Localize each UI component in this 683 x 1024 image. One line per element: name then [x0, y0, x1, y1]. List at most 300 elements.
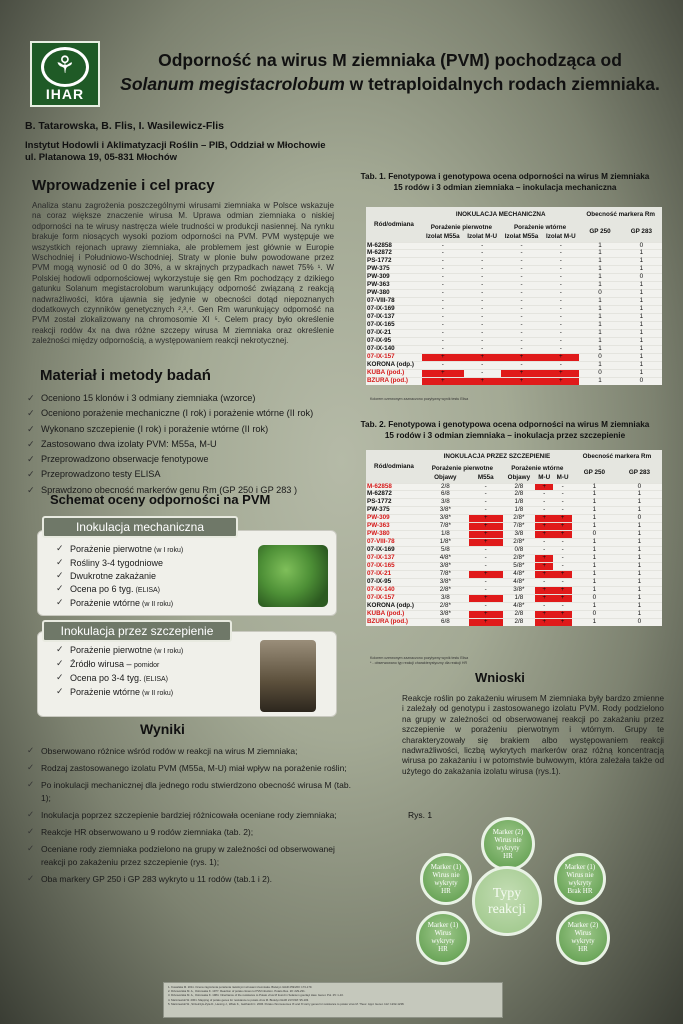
table-cell: + [501, 377, 543, 384]
row-label: BZURA (pod.) [366, 377, 422, 384]
col-header: M-U [535, 473, 553, 483]
reaction-node-top [481, 817, 535, 871]
list-item: ✓ Porażenie wtórne (w II roku) [56, 597, 183, 611]
table-cell: 0 [617, 618, 662, 625]
table-cell: 1/8 [503, 594, 535, 602]
node-line: HR [438, 945, 448, 953]
node-line: wykryty [568, 879, 592, 887]
table-cell: 1 [579, 242, 620, 250]
row-label: 07-IX-165 [366, 563, 422, 571]
table-cell: 1 [572, 586, 617, 594]
wheat-icon: ⚘ [54, 51, 76, 79]
table-cell: 3/8 [422, 499, 469, 507]
table-cell: + [469, 618, 503, 625]
reaction-node-bottom-left [416, 911, 470, 965]
table-cell: 1 [621, 329, 662, 337]
table-cell: - [464, 274, 501, 282]
table-cell: - [542, 306, 579, 314]
table-cell: - [542, 282, 579, 290]
species-name: Solanum megistacrolobum [120, 74, 345, 94]
table-cell: 1 [617, 570, 662, 578]
table-cell: 1 [572, 563, 617, 571]
table-cell: 1 [579, 337, 620, 345]
materials-list [27, 391, 347, 498]
table-cell: - [422, 337, 464, 345]
table-cell: + [535, 531, 553, 539]
table-cell: 1 [617, 610, 662, 618]
table-row [366, 377, 662, 384]
table-cell: 1 [579, 250, 620, 258]
table-cell: + [542, 377, 579, 384]
table-cell: - [501, 306, 543, 314]
row-label: PW-380 [366, 290, 422, 298]
table-row [366, 345, 662, 353]
table-cell: 2/8 [503, 483, 535, 491]
table-cell: 1 [621, 369, 662, 377]
table-cell: - [501, 337, 543, 345]
intro-heading: Wprowadzenie i cel pracy [32, 177, 215, 194]
row-label: 07-IX-140 [366, 345, 422, 353]
table-cell: 1 [617, 594, 662, 602]
table-cell: - [553, 491, 571, 499]
table-row [366, 250, 662, 258]
row-label: KUBA (pod.) [366, 610, 422, 618]
results-list [27, 745, 357, 890]
table-cell: - [464, 314, 501, 322]
table-cell: + [535, 483, 553, 491]
row-label: PW-363 [366, 523, 422, 531]
caption-line: Tab. 1. Fenotypowa i genotypowa ocena odporności na wirus M ziemniaka [360, 172, 650, 181]
table-cell: - [553, 547, 571, 555]
table-cell: 1 [572, 618, 617, 625]
table-cell: - [422, 361, 464, 369]
table-cell: + [535, 523, 553, 531]
table-cell: 0 [579, 290, 620, 298]
results-heading: Wyniki [140, 721, 185, 737]
table-cell: - [535, 507, 553, 515]
node-line: Marker (2) [492, 828, 524, 836]
graft-inoculation-label: Inokulacja przez szczepienie [42, 620, 232, 642]
table-cell: 2/8* [422, 602, 469, 610]
list-item: ✓ Po inokulacji mechanicznej dla jednego rodu stwierdzono obecność wirusa M (tab. 1); [27, 779, 357, 804]
table2-footnote: Kolorem czerwonym zaznaczono pozytywny wynik testu Elisa [370, 656, 469, 660]
table-cell: + [422, 377, 464, 384]
table-cell: 1 [579, 361, 620, 369]
col-header: M-U [553, 473, 571, 483]
table-cell: 3/8* [422, 578, 469, 586]
table-cell: - [464, 306, 501, 314]
table-cell: 0 [579, 353, 620, 361]
list-item-note: (w II roku) [140, 690, 174, 697]
reaction-node-right [554, 853, 606, 905]
table-cell: - [542, 322, 579, 330]
list-item: ✓ Rośliny 3-4 tygodniowe [56, 557, 183, 570]
table-cell: 1 [621, 322, 662, 330]
table-cell: 1/8 [503, 499, 535, 507]
table-cell: + [535, 618, 553, 625]
table-cell: 1 [617, 563, 662, 571]
table2-footnote-hr: * - obserwowano typ reakcji charakterystyczny dla reakcji HR [370, 661, 468, 665]
list-item: ✓ Źródło wirusa – pomidor [56, 658, 183, 672]
col-header: Obecność markera Rm [572, 450, 662, 463]
table-cell: - [501, 345, 543, 353]
table-cell: 1 [579, 329, 620, 337]
table-cell: - [501, 250, 543, 258]
table-cell: 0 [621, 274, 662, 282]
logo-text: IHAR [45, 86, 85, 102]
table-cell: 6/8 [422, 618, 469, 625]
table-cell: + [422, 369, 464, 377]
table-cell: - [553, 578, 571, 586]
col-header: Izolat M-U [464, 232, 501, 242]
table-cell: - [469, 555, 503, 563]
table-cell: 1 [621, 337, 662, 345]
node-line: Wirus nie [432, 871, 460, 879]
table-cell: 1 [572, 523, 617, 531]
table-cell: - [469, 547, 503, 555]
reaction-node-left [420, 853, 472, 905]
scheme-heading: Schemat oceny odporności na PVM [50, 492, 271, 507]
table-cell: - [464, 242, 501, 250]
table-cell: - [553, 563, 571, 571]
table-cell: - [535, 547, 553, 555]
institution-address: ul. Platanowa 19, 05-831 Młochów [25, 152, 178, 163]
row-label: 07-IX-140 [366, 586, 422, 594]
node-line: wykryty [431, 937, 455, 945]
col-header: INOKULACJA PRZEZ SZCZEPIENIE [422, 450, 572, 463]
table-cell: 1 [579, 377, 620, 384]
caption-line: 15 rodów i 3 odmian ziemniaka – inokulacja przez szczepienie [384, 431, 626, 440]
table-row [366, 314, 662, 322]
table-cell: - [553, 555, 571, 563]
node-line: HR [441, 887, 451, 895]
table-cell: - [464, 250, 501, 258]
conclusions-heading: Wnioski [475, 670, 525, 685]
list-item-note: (ELISA) [141, 676, 168, 683]
table-cell: 4/8* [422, 555, 469, 563]
table-cell: - [422, 322, 464, 330]
table-cell: + [535, 563, 553, 571]
table-cell: 1 [579, 298, 620, 306]
list-item-note: (w II roku) [140, 601, 174, 608]
col-header: Porażenie wtórne [501, 222, 580, 232]
list-item: ✓ Porażenie pierwotne (w I roku) [56, 644, 183, 658]
table-cell: 3/8* [422, 515, 469, 523]
table-cell: + [535, 610, 553, 618]
table-cell: 1 [617, 578, 662, 586]
table-cell: + [553, 586, 571, 594]
table-cell: - [422, 250, 464, 258]
table-cell: - [535, 578, 553, 586]
table-cell: + [542, 369, 579, 377]
table-cell: 1 [621, 345, 662, 353]
table-cell: 1/8 [422, 531, 469, 539]
table-cell: + [464, 377, 501, 384]
row-label: 07-IX-95 [366, 337, 422, 345]
row-label: PW-363 [366, 282, 422, 290]
table-cell: 0/8 [503, 547, 535, 555]
table-cell: 2/8* [503, 555, 535, 563]
row-label: PW-380 [366, 531, 422, 539]
table-cell: - [542, 329, 579, 337]
table-cell: 1 [617, 491, 662, 499]
node-line: Wirus nie [494, 836, 522, 844]
table2-body [366, 483, 662, 626]
table-cell: - [464, 298, 501, 306]
table-cell: - [501, 314, 543, 322]
table-cell: - [553, 602, 571, 610]
reaction-node-bottom-right [556, 911, 610, 965]
table-row [366, 242, 662, 250]
table-cell: 1 [579, 266, 620, 274]
node-line: Marker (1) [427, 921, 459, 929]
table-cell: 7/8* [503, 523, 535, 531]
table-cell: 3/8* [422, 507, 469, 515]
col-header: Obecność markera Rm [579, 207, 662, 222]
table-cell: 1 [621, 266, 662, 274]
table-cell: + [535, 570, 553, 578]
row-label: KUBA (pod.) [366, 369, 422, 377]
table-cell: + [469, 523, 503, 531]
row-label: M-62872 [366, 491, 422, 499]
caption-line: 15 rodów i 3 odmian ziemniaka – inokulacja mechaniczna [393, 183, 617, 192]
list-item: ✓ Przeprowadzono testy ELISA [27, 467, 347, 482]
table-row [366, 369, 662, 377]
table-cell: - [469, 483, 503, 491]
table-cell: + [553, 523, 571, 531]
table-cell: 1 [579, 258, 620, 266]
table-cell: + [422, 353, 464, 361]
table-row [366, 329, 662, 337]
table-cell: - [464, 361, 501, 369]
table-cell: - [464, 322, 501, 330]
materials-heading: Materiał i metody badań [40, 367, 211, 384]
table-cell: 1 [572, 547, 617, 555]
list-item: ✓ Oceniono porażenie mechaniczne (I rok) i porażenie wtórne (II rok) [27, 406, 347, 421]
table-cell: - [464, 258, 501, 266]
table-row [366, 290, 662, 298]
table-cell: 2/8 [503, 491, 535, 499]
table-cell: 0 [572, 594, 617, 602]
node-line: Marker (1) [564, 863, 596, 871]
list-item: ✓ Porażenie wtórne (w II roku) [56, 686, 183, 700]
reference-item: 1. Kowalska M. 2011. Ocena zagrożenia porażenia niektórymi wirusami ziemniaka. Biuletyn IHAR 259/260: 173-179. [168, 985, 313, 989]
list-item: ✓ Rodzaj zastosowanego izolatu PVM (M55a, M-U) miał wpływ na porażenie roślin; [27, 762, 357, 774]
table-cell: 4/8* [503, 578, 535, 586]
table-cell: 1 [621, 282, 662, 290]
list-item: ✓ Zastosowano dwa izolaty PVM: M55a, M-U [27, 437, 347, 452]
table-cell: - [542, 274, 579, 282]
table-cell: + [553, 531, 571, 539]
table-cell: 0 [572, 610, 617, 618]
list-item: ✓ Przeprowadzono obserwacje fenotypowe [27, 452, 347, 467]
list-item-note: pomidor [134, 662, 160, 669]
table2 [366, 450, 662, 626]
list-item: ✓ Oba markery GP 250 i GP 283 wykryto u 11 rodów (tab.1 i 2). [27, 873, 357, 885]
table-cell: + [501, 353, 543, 361]
table-cell: - [422, 242, 464, 250]
node-line: Wirus [434, 929, 452, 937]
table-cell: - [501, 274, 543, 282]
col-header: GP 283 [617, 463, 662, 483]
table-cell: - [422, 298, 464, 306]
table-cell: - [553, 507, 571, 515]
table1-body [366, 242, 662, 385]
table-cell: 1 [572, 578, 617, 586]
table-row [366, 258, 662, 266]
table-cell: - [535, 539, 553, 547]
row-label: 07-IX-137 [366, 555, 422, 563]
node-line: wykryty [434, 879, 458, 887]
table-cell: + [469, 531, 503, 539]
table-cell: + [469, 539, 503, 547]
list-item: ✓ Obserwowano różnice wśród rodów w reakcji na wirus M ziemniaka; [27, 745, 357, 757]
table1 [366, 207, 662, 385]
row-label: M-62858 [366, 483, 422, 491]
table-cell: - [422, 290, 464, 298]
table-cell: 1 [572, 507, 617, 515]
row-label: 07-IX-137 [366, 314, 422, 322]
table-cell: 3/8* [422, 610, 469, 618]
table-cell: - [542, 361, 579, 369]
table-cell: - [464, 345, 501, 353]
table-cell: - [422, 274, 464, 282]
table-cell: 0 [617, 483, 662, 491]
table-cell: + [553, 618, 571, 625]
table-cell: - [542, 250, 579, 258]
reaction-types-center [472, 866, 542, 936]
table-cell: + [535, 586, 553, 594]
mechanical-steps-list [56, 543, 183, 611]
col-header: GP 250 [579, 222, 620, 242]
table-cell: - [535, 499, 553, 507]
table-cell: 1 [621, 353, 662, 361]
table-cell: - [422, 282, 464, 290]
table-cell: 0 [621, 242, 662, 250]
table-cell: 1 [617, 531, 662, 539]
table-cell: - [422, 306, 464, 314]
table-cell: 2/8 [503, 618, 535, 625]
poster-title [110, 48, 670, 96]
table-cell: 2/8 [503, 610, 535, 618]
table-cell: 1 [572, 602, 617, 610]
table-cell: - [469, 563, 503, 571]
center-label: Typy reakcji [487, 886, 527, 917]
table-cell: + [469, 594, 503, 602]
table-row [366, 337, 662, 345]
node-line: wykryty [571, 937, 595, 945]
table-cell: 7/8* [422, 523, 469, 531]
col-header: GP 250 [572, 463, 617, 483]
node-line: Wirus [574, 929, 592, 937]
table-row [366, 361, 662, 369]
table-cell: 1 [572, 515, 617, 523]
col-header: Izolat M55a [501, 232, 543, 242]
table-cell: - [469, 491, 503, 499]
table-row [366, 266, 662, 274]
row-label: 07-VIII-78 [366, 539, 422, 547]
leaf-photo [258, 545, 328, 607]
table-cell: 1 [579, 282, 620, 290]
table-cell: - [535, 602, 553, 610]
table-cell: + [535, 515, 553, 523]
table-cell: 1 [572, 491, 617, 499]
col-header: INOKULACJA MECHANICZNA [422, 207, 579, 222]
table-cell: 1 [572, 539, 617, 547]
table-cell: 1 [617, 523, 662, 531]
table-cell: 2/8* [503, 515, 535, 523]
table-cell: 1 [617, 547, 662, 555]
table-cell: 1 [621, 306, 662, 314]
table-cell: 1 [572, 499, 617, 507]
row-label: 07-IX-157 [366, 353, 422, 361]
list-item-note: (ELISA) [133, 587, 160, 594]
table-row [366, 618, 662, 625]
table-cell: 3/8 [422, 594, 469, 602]
table-cell: 1 [617, 507, 662, 515]
table-cell: 1 [579, 274, 620, 282]
table-row [366, 306, 662, 314]
col-header: Objawy [503, 473, 535, 483]
table-cell: - [553, 483, 571, 491]
row-label: 07-IX-21 [366, 329, 422, 337]
col-header: Porażenie wtórne [503, 463, 572, 473]
table-cell: - [469, 602, 503, 610]
table-cell: 1 [579, 322, 620, 330]
table-cell: + [553, 570, 571, 578]
reference-item: 5. Marczewski W., Strzelczyk-Żyta D., Hennig J., Witek K., Gebhardt C. 2006. Potato chromosomes IX and XI carry genes for resistance to potato virus M. Theor. Appl. Genet. 112: 1232-1238. [168, 1001, 405, 1006]
row-label: PW-309 [366, 515, 422, 523]
table-row [366, 274, 662, 282]
reference-item: 2. Dziewońska M. A., Ostrowska K. 1977. Reaction of potato clones to PVM infection. Potato Res. 20: 229-231. [168, 989, 306, 994]
table-cell: 1 [621, 290, 662, 298]
references [163, 982, 503, 1018]
table-cell: 4/8* [503, 570, 535, 578]
figure-label: Rys. 1 [408, 810, 433, 820]
table-cell: - [469, 499, 503, 507]
table-cell: 3/8* [503, 586, 535, 594]
list-item: ✓ Oceniane rody ziemniaka podzielono na grupy w zależności od obserwowanej reakcji po zakażeniu przez szczepienie (rys. 1); [27, 843, 357, 868]
table-cell: 1 [621, 361, 662, 369]
table-cell: - [542, 345, 579, 353]
list-item: ✓ Sprawdzono obecność markerów genu Rm (GP 250 i GP 283 ) [27, 483, 347, 498]
intro-text: Analiza stanu zagrożenia poszczególnymi wirusami ziemniaka w Polsce wskazuje na coraz większe znaczenie wirusa M. Uprawa odmian ziemniaka o niskiej odporności na te wirusy nastręcza wiele trudności w produkcji nasiennej. Na rynku brakuje form niosących wysoki poziom odporności na PVM. PVM występuje we wszystkich rejonach uprawy ziemniaka, ale problemem jest głównie w Europie Wschodniej i Południowo-Wschodniej. Straty w plonie bulw powodowane przez PVM mogą wynosić od 0 do 30%, a w skrajnych przypadkach nawet 75% ¹. W Polskiej hodowli odpornościowej wykorzystuje się gen Rm pochodzący z dzikiego gatunku Solanum megistacrolobum warunkujący odporność związaną z reakcją nadwrażliwości, która ujawnia się jedynie w obecności dotąd niepoznanych dodatkowych czynników genetycznych ²,³,⁴. Gen Rm warunkujący odporność na PVM został zlokalizowany na chromosomie XI ⁵. Celem pracy było określenie reakcji rodów 4x na dwa różne szczepy wirusa M ziemniaka oraz określenie zależności między odpornością, a występowaniem reakcji nekrotycznej. [32, 201, 334, 346]
col-header: M55a [469, 473, 503, 483]
node-line: Wirus nie [566, 871, 594, 879]
row-label: 07-IX-21 [366, 570, 422, 578]
row-label: PS-1772 [366, 258, 422, 266]
col-header: Ród/odmiana [366, 450, 422, 483]
institution [25, 140, 365, 164]
table-cell: - [422, 258, 464, 266]
table-cell: 1 [617, 539, 662, 547]
list-item: ✓ Porażenie pierwotne (w I roku) [56, 543, 183, 557]
col-header: GP 283 [621, 222, 662, 242]
node-line: HR [578, 945, 588, 953]
reference-item: 4. Marczewski W. 2001. Mapping of potato genes for resistance to potato virus M. Biuletyn IHAR 217/218: 95-103. [168, 997, 310, 1002]
table-cell: 1 [572, 555, 617, 563]
table-cell: 1 [621, 298, 662, 306]
table-cell: - [542, 337, 579, 345]
mechanical-inoculation-box [37, 530, 337, 616]
table-cell: 1 [617, 586, 662, 594]
authors: B. Tatarowska, B. Flis, I. Wasilewicz-Flis [25, 120, 224, 132]
row-label: PW-375 [366, 266, 422, 274]
row-label: KORONA (odp.) [366, 602, 422, 610]
row-label: 07-IX-95 [366, 578, 422, 586]
table-cell: - [542, 258, 579, 266]
row-label: 07-IX-169 [366, 547, 422, 555]
